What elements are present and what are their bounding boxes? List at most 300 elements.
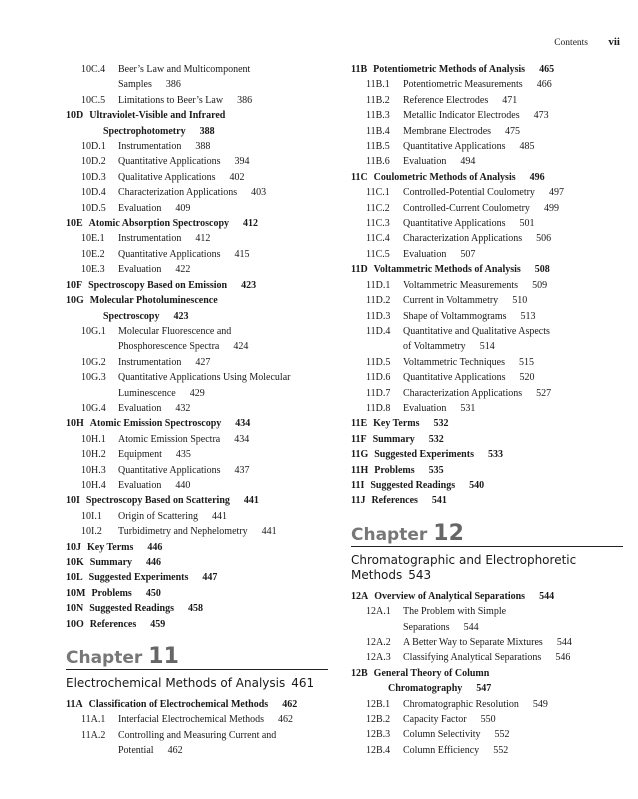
entry-page: 544: [539, 590, 555, 602]
entry-page: 499: [543, 202, 559, 214]
entry-page: 546: [555, 652, 571, 664]
toc-subsection-entry: [66, 154, 328, 169]
entry-title: Quantitative and Qualitative Aspects: [403, 325, 550, 337]
entry-number: 11D.8: [366, 402, 391, 414]
entry-title: Chromatography: [388, 683, 463, 695]
entry-title: General Theory of Column: [373, 667, 490, 679]
entry-title: Classification of Electrochemical Methods: [88, 699, 269, 711]
toc-subsection-entry: [66, 355, 328, 370]
entry-number: 10J: [66, 541, 81, 553]
toc-subsection-entry: [351, 278, 623, 293]
entry-number: 10E.2: [81, 248, 105, 260]
entry-page: 459: [150, 618, 166, 630]
entry-number: 11C.3: [366, 218, 390, 230]
chapter-banner: [351, 520, 623, 547]
entry-page: 497: [548, 187, 564, 199]
entry-number: 11D: [351, 264, 368, 276]
toc-section-entry: [351, 262, 623, 277]
toc-section-entry: [351, 463, 623, 478]
entry-number: 11C.2: [366, 202, 390, 214]
entry-number: 11J: [351, 495, 366, 507]
entry-title: Metallic Indicator Electrodes: [403, 110, 520, 122]
toc-subsection-entry: [66, 509, 328, 524]
entry-title: Controlled-Potential Coulometry: [403, 187, 535, 199]
entry-number: 10F: [66, 279, 83, 291]
entry-title: Quantitative Applications: [403, 218, 506, 230]
entry-number: 11D.2: [366, 295, 391, 307]
chapter-title-line: [66, 676, 328, 691]
entry-title: Suggested Experiments: [88, 572, 189, 584]
toc-left-column: [66, 62, 328, 759]
entry-number: 11B.4: [366, 125, 390, 137]
entry-title: Chromatographic Resolution: [403, 698, 519, 710]
toc-section-entry: [66, 617, 328, 632]
page-number: vii: [608, 36, 620, 48]
entry-page: 531: [460, 402, 476, 414]
chapter-heading: [351, 520, 623, 583]
entry-title: Evaluation: [118, 402, 162, 414]
toc-section-entry: [66, 309, 328, 324]
entry-number: 10E.3: [81, 264, 105, 276]
entry-number: 11C.1: [366, 187, 390, 199]
entry-number: 12A.2: [366, 637, 391, 648]
toc-subsection-entry: [66, 93, 328, 108]
entry-number: 11D.7: [366, 387, 391, 399]
entry-page: 509: [532, 279, 548, 291]
entry-number: 10I: [66, 495, 80, 507]
entry-page: 402: [229, 171, 245, 183]
entry-number: 10E.1: [81, 233, 105, 245]
toc-subsection-entry: [66, 77, 328, 92]
entry-title: Classifying Analytical Separations: [403, 652, 542, 664]
entry-title: References: [89, 618, 137, 630]
toc-subsection-entry: [66, 262, 328, 277]
entry-title: Key Terms: [373, 418, 420, 430]
entry-title: Beer’s Law and Multicomponent: [118, 64, 251, 75]
entry-page: 527: [536, 387, 552, 399]
toc-section-entry: [66, 278, 328, 293]
entry-number: 10H: [66, 418, 84, 430]
entry-title: Suggested Experiments: [374, 449, 474, 461]
entry-page: 550: [480, 714, 496, 726]
entry-title: Evaluation: [118, 202, 162, 214]
entry-page: 547: [476, 683, 492, 695]
entry-title: Quantitative Applications: [403, 372, 506, 384]
entry-title: Voltammetric Measurements: [403, 279, 519, 291]
entry-title: Summary: [89, 557, 133, 568]
entry-title: A Better Way to Separate Mixtures: [403, 637, 543, 648]
toc-subsection-entry: [66, 339, 328, 354]
entry-title: Separations: [403, 621, 450, 633]
chapter-label: Chapter: [351, 524, 428, 545]
entry-number: 11C: [351, 171, 368, 183]
entry-number: 10E: [66, 218, 83, 230]
toc-subsection-entry: [66, 478, 328, 493]
chapter-title: Chromatographic and Electrophoretic Methods: [351, 552, 577, 582]
chapter-title: Electrochemical Methods of Analysis: [66, 676, 286, 691]
entry-number: 11E: [351, 418, 368, 430]
toc-subsection-entry: [351, 650, 623, 665]
entry-page: 423: [241, 279, 257, 291]
entry-page: 541: [431, 495, 447, 507]
chapter-banner: [66, 646, 328, 670]
chapter-heading: [66, 646, 328, 691]
entry-number: 10H.2: [81, 449, 106, 461]
entry-number: 10D.2: [81, 156, 106, 168]
entry-title: Summary: [372, 433, 415, 445]
entry-title: Qualitative Applications: [118, 171, 216, 183]
toc-subsection-entry: [351, 355, 623, 370]
entry-number: 12A.1: [366, 606, 391, 618]
toc-subsection-entry: [66, 247, 328, 262]
entry-title: Potential: [118, 745, 154, 757]
entry-page: 514: [479, 341, 495, 353]
entry-number: 11H: [351, 464, 369, 476]
entry-title: Spectroscopy Based on Scattering: [85, 495, 230, 507]
entry-title: References: [371, 495, 418, 507]
entry-page: 441: [211, 510, 227, 522]
entry-title: Spectrophotometry: [103, 125, 186, 137]
entry-title: of Voltammetry: [403, 341, 466, 353]
entry-page: 466: [536, 79, 552, 91]
entry-page: 513: [520, 310, 536, 322]
entry-number: 12B.3: [366, 729, 391, 741]
entry-title: Characterization Applications: [118, 187, 238, 199]
toc-subsection-entry: [351, 743, 623, 758]
toc-section-entry: [66, 293, 328, 308]
toc-subsection-entry: [351, 727, 623, 742]
toc-subsection-entry: [351, 309, 623, 324]
entry-page: 552: [493, 744, 509, 756]
entry-title: Capacity Factor: [403, 714, 467, 726]
toc-section-entry: [351, 493, 623, 508]
entry-page: 412: [195, 233, 211, 245]
entry-page: 520: [519, 372, 535, 384]
entry-number: 11A: [66, 699, 83, 711]
entry-number: 11A.1: [81, 714, 106, 726]
toc-subsection-entry: [351, 401, 623, 416]
entry-page: 535: [428, 464, 444, 476]
entry-page: 465: [539, 64, 555, 75]
entry-title: Reference Electrodes: [403, 94, 489, 106]
toc-section-entry: [351, 432, 623, 447]
chapter-label: Chapter: [66, 648, 143, 669]
entry-title: Characterization Applications: [403, 387, 523, 399]
entry-number: 10C.5: [81, 94, 106, 106]
entry-title: Samples: [118, 79, 152, 91]
toc-subsection-entry: [351, 604, 623, 619]
entry-title: Atomic Emission Spectroscopy: [89, 418, 222, 430]
entry-title: Molecular Fluorescence and: [118, 325, 232, 337]
entry-number: 10M: [66, 587, 86, 599]
entry-title: Instrumentation: [118, 356, 182, 368]
toc-subsection-entry: [66, 447, 328, 462]
chapter-title-line: [351, 553, 623, 583]
toc-subsection-entry: [66, 386, 328, 401]
entry-title: Voltammetric Techniques: [403, 356, 505, 368]
entry-page: 447: [202, 572, 218, 584]
entry-number: 11C.4: [366, 233, 390, 245]
entry-number: 10D.5: [81, 202, 106, 214]
toc-subsection-entry: [351, 231, 623, 246]
toc-subsection-entry: [66, 170, 328, 185]
entry-title: Problems: [374, 464, 415, 476]
toc-subsection-entry: [351, 154, 623, 169]
entry-number: 11D.5: [366, 356, 391, 368]
toc-subsection-entry: [351, 247, 623, 262]
entry-title: Membrane Electrodes: [403, 125, 492, 137]
entry-page: 446: [146, 557, 162, 568]
entry-page: 462: [167, 745, 183, 757]
entry-number: 11G: [351, 449, 369, 461]
entry-number: 11B.2: [366, 94, 390, 106]
entry-page: 450: [145, 587, 161, 599]
toc-subsection-entry: [66, 231, 328, 246]
entry-page: 437: [234, 464, 250, 476]
entry-page: 446: [147, 541, 163, 553]
toc-subsection-entry: [66, 324, 328, 339]
toc-section-entry: [351, 170, 623, 185]
entry-number: 11A.2: [81, 729, 106, 741]
toc-subsection-entry: [66, 432, 328, 447]
entry-title: Key Terms: [87, 541, 134, 553]
entry-number: 10H.1: [81, 433, 106, 445]
chapter-page: 461: [291, 676, 315, 691]
toc-subsection-entry: [351, 139, 623, 154]
entry-page: 552: [494, 729, 510, 741]
entry-number: 12B: [351, 667, 368, 679]
toc-section-entry: [66, 416, 328, 431]
toc-subsection-entry: [351, 93, 623, 108]
entry-number: 12B.4: [366, 744, 391, 756]
entry-number: 12A.3: [366, 652, 391, 664]
entry-page: 394: [234, 156, 250, 168]
entry-title: Spectroscopy Based on Emission: [88, 279, 228, 291]
entry-page: 473: [533, 110, 549, 122]
toc-section-entry: [66, 555, 328, 570]
toc-section-entry: [351, 589, 623, 604]
entry-number: 11B.1: [366, 79, 390, 91]
entry-page: 434: [234, 433, 250, 445]
entry-number: 11D.3: [366, 310, 391, 322]
entry-title: Suggested Readings: [89, 603, 174, 615]
entry-page: 434: [235, 418, 251, 430]
entry-title: Problems: [91, 587, 132, 599]
entry-title: Quantitative Applications: [118, 464, 221, 476]
entry-number: 10D.3: [81, 171, 106, 183]
toc-right-column: [351, 62, 623, 758]
entry-number: 11B.5: [366, 141, 390, 153]
entry-title: Equipment: [118, 449, 162, 461]
entry-title: Evaluation: [118, 479, 162, 491]
entry-page: 471: [502, 94, 518, 106]
entry-page: 458: [187, 603, 203, 615]
toc-subsection-entry: [66, 201, 328, 216]
entry-title: Quantitative Applications: [403, 141, 506, 153]
entry-page: 532: [433, 418, 449, 430]
toc-subsection-entry: [351, 697, 623, 712]
entry-page: 441: [261, 526, 277, 538]
entry-number: 10G.2: [81, 356, 106, 368]
toc-subsection-entry: [351, 635, 623, 650]
entry-title: Atomic Emission Spectra: [118, 433, 221, 445]
entry-page: 403: [251, 187, 267, 199]
toc-section-entry: [351, 666, 623, 681]
toc-subsection-entry: [66, 62, 328, 77]
entry-page: 429: [189, 387, 205, 399]
entry-page: 462: [278, 714, 294, 726]
entry-number: 10L: [66, 572, 83, 584]
toc-subsection-entry: [66, 463, 328, 478]
chapter-number: 12: [433, 520, 464, 546]
entry-number: 11F: [351, 433, 367, 445]
entry-title: Instrumentation: [118, 141, 182, 153]
entry-number: 11B.6: [366, 156, 390, 168]
entry-page: 427: [195, 356, 211, 368]
toc-section-entry: [351, 478, 623, 493]
entry-title: Potentiometric Methods of Analysis: [373, 64, 526, 75]
entry-page: 540: [469, 479, 485, 491]
entry-title: The Problem with Simple: [403, 606, 507, 618]
entry-number: 12B.1: [366, 698, 391, 710]
entry-number: 11D.1: [366, 279, 391, 291]
entry-number: 10D: [66, 110, 84, 122]
entry-number: 10H.4: [81, 479, 106, 491]
entry-page: 386: [165, 79, 181, 91]
entry-number: 12A: [351, 590, 369, 602]
entry-title: Phosphorescence Spectra: [118, 341, 220, 353]
toc-section-entry: [66, 108, 328, 123]
toc-section-entry: [66, 570, 328, 585]
entry-title: Quantitative Applications: [118, 156, 221, 168]
toc-section-entry: [66, 216, 328, 231]
entry-title: Turbidimetry and Nephelometry: [118, 526, 248, 538]
toc-subsection-entry: [66, 139, 328, 154]
entry-number: 10G.3: [81, 372, 106, 384]
entry-page: 494: [460, 156, 476, 168]
entry-title: Controlling and Measuring Current and: [118, 729, 277, 741]
toc-subsection-entry: [351, 124, 623, 139]
toc-subsection-entry: [66, 712, 328, 727]
entry-page: 533: [487, 449, 503, 461]
toc-subsection-entry: [351, 386, 623, 401]
entry-number: 11I: [351, 479, 365, 491]
entry-title: Quantitative Applications Using Molecular: [118, 372, 291, 384]
toc-section-entry: [66, 601, 328, 616]
toc-subsection-entry: [66, 401, 328, 416]
toc-subsection-entry: [351, 77, 623, 92]
toc-subsection-entry: [66, 185, 328, 200]
entry-title: Coulometric Methods of Analysis: [373, 171, 516, 183]
entry-page: 435: [175, 449, 191, 461]
entry-page: 440: [175, 479, 191, 491]
chapter-page: 543: [408, 567, 432, 582]
chapter-number: 11: [148, 644, 179, 670]
entry-title: Instrumentation: [118, 233, 182, 245]
entry-title: Evaluation: [403, 156, 447, 168]
entry-page: 415: [234, 248, 250, 260]
header-label: Contents: [554, 38, 588, 48]
entry-number: 10G: [66, 295, 84, 307]
toc-subsection-entry: [351, 201, 623, 216]
toc-subsection-entry: [351, 216, 623, 231]
entry-title: Column Efficiency: [403, 744, 480, 756]
entry-title: Evaluation: [403, 402, 447, 414]
entry-title: Controlled-Current Coulometry: [403, 202, 530, 214]
toc-subsection-entry: [351, 370, 623, 385]
entry-page: 412: [243, 218, 259, 230]
toc-section-entry: [351, 447, 623, 462]
entry-number: 10H.3: [81, 464, 106, 476]
entry-page: 532: [428, 433, 444, 445]
entry-page: 475: [505, 125, 521, 137]
entry-number: 10I.1: [81, 510, 102, 522]
toc-subsection-entry: [66, 524, 328, 539]
entry-number: 10C.4: [81, 64, 106, 75]
entry-page: 432: [175, 402, 191, 414]
toc-subsection-entry: [351, 712, 623, 727]
entry-page: 544: [556, 637, 572, 648]
entry-page: 485: [519, 141, 535, 153]
toc-subsection-entry: [66, 370, 328, 385]
entry-title: Evaluation: [403, 248, 447, 260]
entry-title: Evaluation: [118, 264, 162, 276]
entry-number: 10D.4: [81, 187, 106, 199]
toc-subsection-entry: [351, 293, 623, 308]
entry-page: 441: [243, 495, 259, 507]
entry-title: Potentiometric Measurements: [403, 79, 523, 91]
toc-subsection-entry: [351, 339, 623, 354]
entry-title: Luminescence: [118, 387, 176, 399]
entry-page: 508: [534, 264, 550, 276]
entry-title: Origin of Scattering: [118, 510, 198, 522]
entry-title: Atomic Absorption Spectroscopy: [88, 218, 230, 230]
entry-title: Voltammetric Methods of Analysis: [373, 264, 521, 276]
entry-number: 12B.2: [366, 714, 391, 726]
entry-title: Limitations to Beer’s Law: [118, 94, 224, 106]
entry-number: 10G.4: [81, 402, 106, 414]
entry-page: 496: [529, 171, 545, 183]
toc-section-entry: [351, 416, 623, 431]
toc-subsection-entry: [351, 324, 623, 339]
entry-page: 515: [518, 356, 534, 368]
entry-title: Spectroscopy: [103, 310, 160, 322]
entry-number: 10G.1: [81, 325, 106, 337]
entry-page: 510: [512, 295, 528, 307]
entry-title: Interfacial Electrochemical Methods: [118, 714, 265, 726]
entry-number: 11D.6: [366, 372, 391, 384]
entry-number: 10K: [66, 557, 84, 568]
entry-number: 10D.1: [81, 141, 106, 153]
entry-number: 10N: [66, 603, 84, 615]
entry-number: 10I.2: [81, 526, 102, 538]
entry-number: 11D.4: [366, 325, 391, 337]
toc-section-entry: [66, 124, 328, 139]
entry-page: 386: [237, 94, 253, 106]
toc-subsection-entry: [66, 743, 328, 758]
toc-section-entry: [66, 540, 328, 555]
entry-title: Characterization Applications: [403, 233, 523, 245]
entry-title: Current in Voltammetry: [403, 295, 499, 307]
entry-page: 424: [233, 341, 249, 353]
toc-section-entry: [66, 586, 328, 601]
entry-page: 544: [463, 621, 479, 633]
entry-page: 423: [173, 310, 189, 322]
entry-title: Column Selectivity: [403, 729, 481, 741]
entry-page: 501: [519, 218, 535, 230]
toc-section-entry: [66, 493, 328, 508]
toc-subsection-entry: [351, 185, 623, 200]
